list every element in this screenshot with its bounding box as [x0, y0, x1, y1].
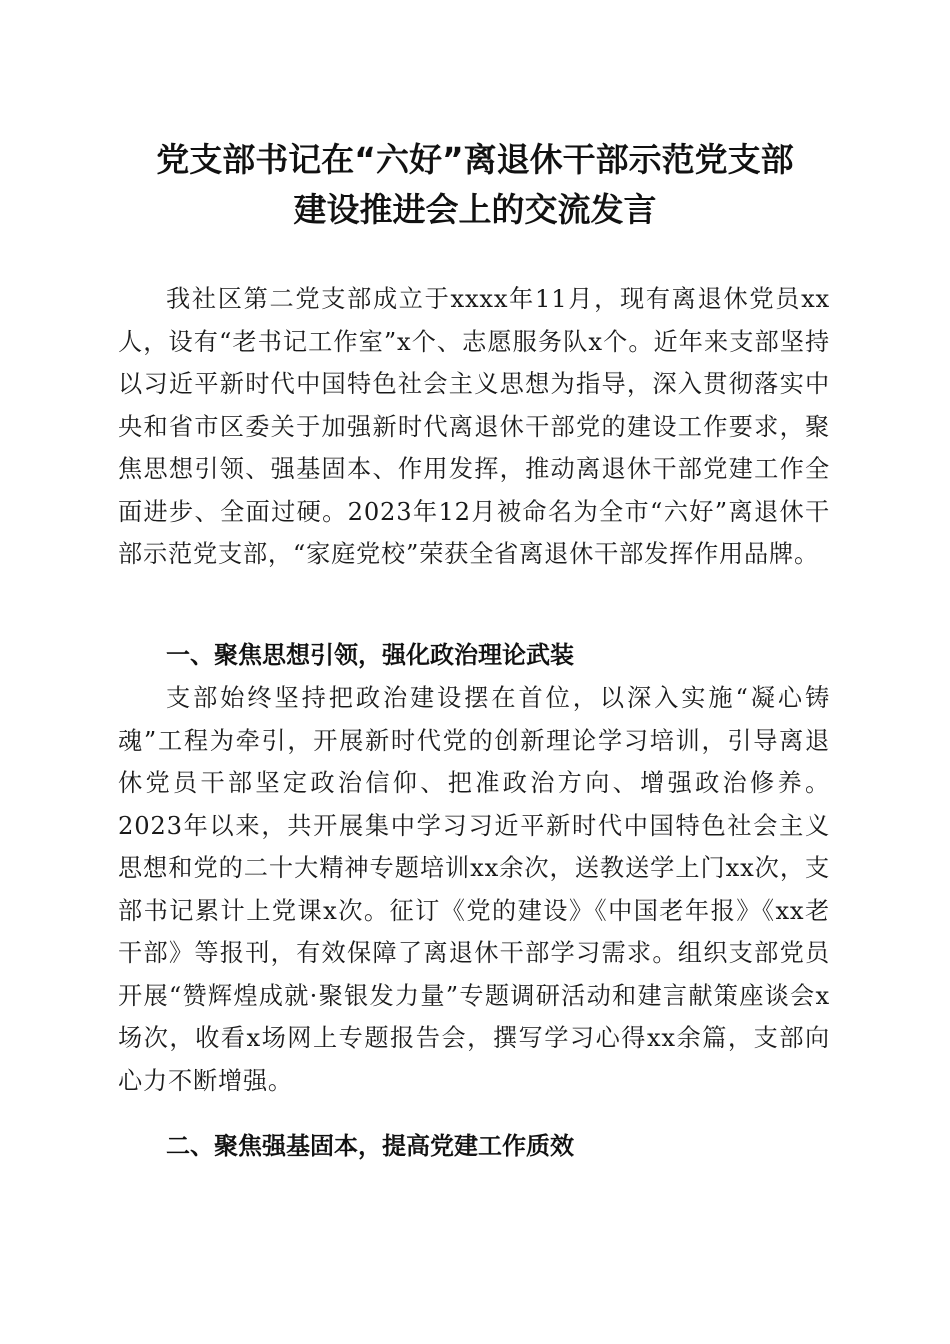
- title-line-2: 建设推进会上的交流发言: [293, 190, 657, 229]
- intro-paragraph: 我社区第二党支部成立于xxxx年11月，现有离退休党员xx人，设有“老书记工作室”x个、志愿服务队x个。近年来支部坚持以习近平新时代中国特色社会主义思想为指导，深入贯彻落实中央和省市区委关于加强新时代离退休干部党的建设工作要求，聚焦思想引领、强基固本、作用发挥，推动离退休干部党建工作全面进步、全面过硬。2023年12月被命名为全市“六好”离退休干部示范党支部，“家庭党校”荣获全省离退休干部发挥作用品牌。: [118, 285, 830, 568]
- section-1-paragraph: 支部始终坚持把政治建设摆在首位，以深入实施“凝心铸魂”工程为牵引，开展新时代党的创新理论学习培训，引导离退休党员干部坚定政治信仰、把准政治方向、增强政治修养。2023年以来，共开展集中学习习近平新时代中国特色社会主义思想和党的二十大精神专题培训xx余次，送教送学上门xx次，支部书记累计上党课x次。征订《党的建设》《中国老年报》《xx老干部》等报刊，有效保障了离退休干部学习需求。组织支部党员开展“赞辉煌成就·聚银发力量”专题调研活动和建言献策座谈会x场次，收看x场网上专题报告会，撰写学习心得xx余篇，支部向心力不断增强。: [118, 684, 830, 1095]
- section-heading-1: 一、聚焦思想引领，强化政治理论武装: [166, 641, 574, 669]
- section-heading-2: 二、聚焦强基固本，提高党建工作质效: [166, 1132, 574, 1160]
- document-title: [100, 135, 850, 235]
- title-line-1: 党支部书记在“六好”离退休干部示范党支部: [156, 140, 794, 179]
